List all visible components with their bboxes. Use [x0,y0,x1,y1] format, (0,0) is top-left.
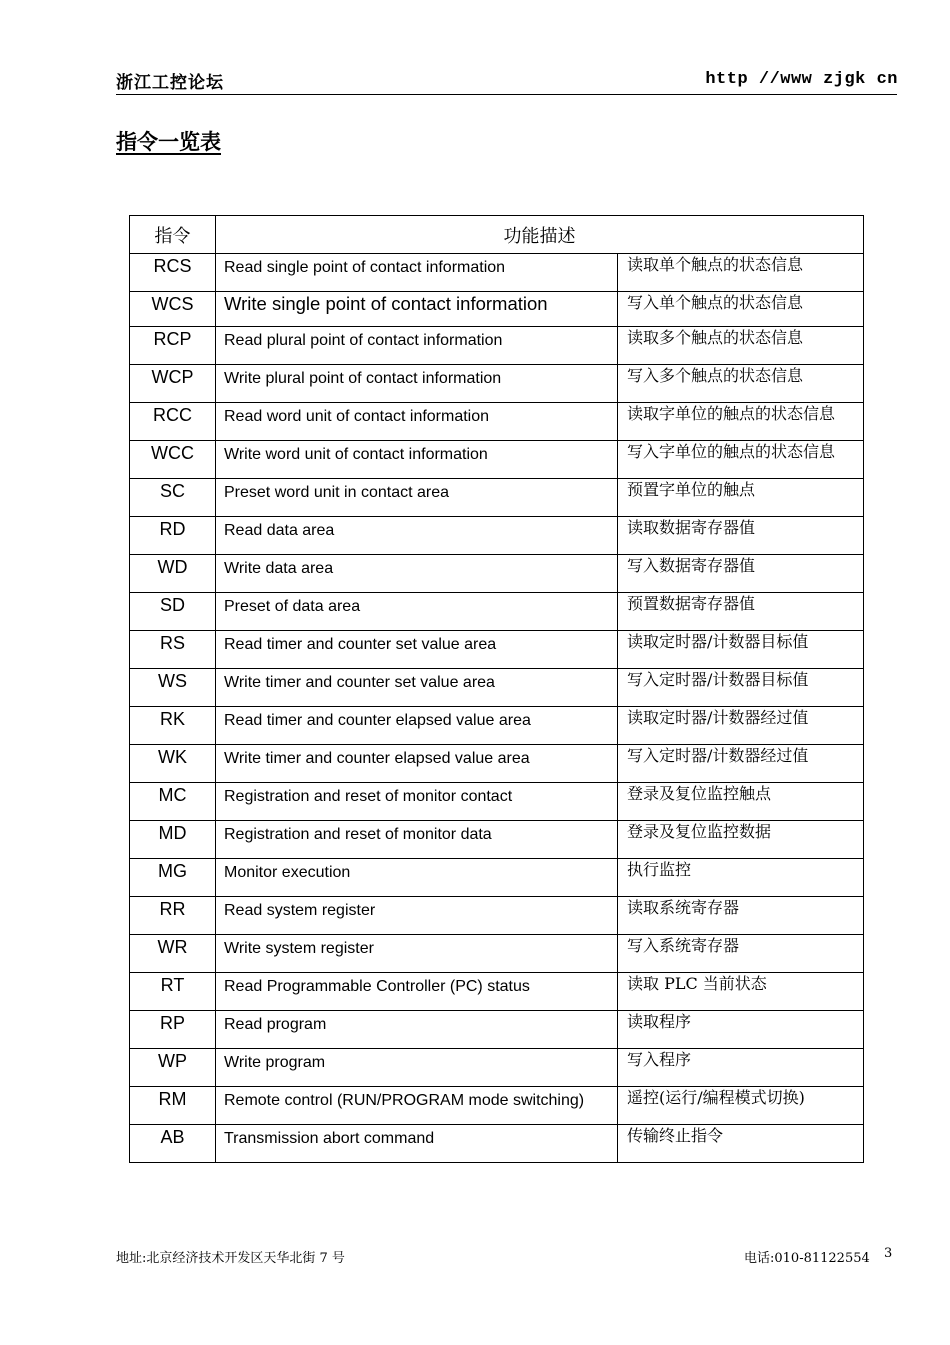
description-en-cell: Write data area [216,555,618,593]
description-en-cell: Write program [216,1049,618,1087]
description-en-cell: Transmission abort command [216,1125,618,1163]
description-zh-cell: 登录及复位监控触点 [618,783,864,821]
command-code-cell: WP [130,1049,216,1087]
description-zh-cell: 写入程序 [618,1049,864,1087]
description-zh-cell: 写入数据寄存器值 [618,555,864,593]
description-en-cell: Read timer and counter set value area [216,631,618,669]
description-zh-cell: 读取程序 [618,1011,864,1049]
description-zh-cell: 执行监控 [618,859,864,897]
header-divider [116,94,897,95]
description-en-cell: Preset of data area [216,593,618,631]
table-body [130,254,864,1163]
table-row [130,327,864,365]
description-en-cell: Monitor execution [216,859,618,897]
command-code-cell: RT [130,973,216,1011]
header-command: 指令 [130,216,216,254]
description-zh-cell: 写入定时器/计数器经过值 [618,745,864,783]
table-row [130,707,864,745]
description-en-cell: Read data area [216,517,618,555]
description-zh-cell: 读取字单位的触点的状态信息 [618,403,864,441]
command-code-cell: MG [130,859,216,897]
page-title: 指令一览表 [116,129,221,154]
command-code-cell: RP [130,1011,216,1049]
table-row [130,517,864,555]
description-en-cell: Write single point of contact information [216,292,618,327]
table-row [130,403,864,441]
command-code-cell: AB [130,1125,216,1163]
command-code-cell: RCC [130,403,216,441]
command-code-cell: RM [130,1087,216,1125]
table-row [130,859,864,897]
description-en-cell: Registration and reset of monitor contact [216,783,618,821]
command-code-cell: SD [130,593,216,631]
header-site-name: 浙江工控论坛 [116,73,224,93]
description-en-cell: Write timer and counter set value area [216,669,618,707]
description-en-cell: Read Programmable Controller (PC) status [216,973,618,1011]
table-row [130,669,864,707]
description-en-cell: Write system register [216,935,618,973]
table-row [130,631,864,669]
table-row [130,593,864,631]
command-code-cell: MD [130,821,216,859]
description-en-cell: Write timer and counter elapsed value area [216,745,618,783]
command-code-cell: RS [130,631,216,669]
description-en-cell: Remote control (RUN/PROGRAM mode switching) [216,1087,618,1125]
command-code-cell: SC [130,479,216,517]
table-row [130,897,864,935]
table-row [130,1125,864,1163]
description-en-cell: Read single point of contact information [216,254,618,292]
table-row [130,555,864,593]
description-en-cell: Read program [216,1011,618,1049]
header-url: http //www zjgk cn [705,70,898,89]
description-zh-cell: 写入定时器/计数器目标值 [618,669,864,707]
table-row [130,821,864,859]
description-en-cell: Read word unit of contact information [216,403,618,441]
description-zh-cell: 读取定时器/计数器目标值 [618,631,864,669]
description-zh-cell: 遥控(运行/编程模式切换) [618,1087,864,1125]
description-en-cell: Registration and reset of monitor data [216,821,618,859]
description-zh-cell: 写入字单位的触点的状态信息 [618,441,864,479]
table-row [130,1049,864,1087]
command-code-cell: WCS [130,292,216,327]
command-code-cell: RD [130,517,216,555]
table-row [130,1011,864,1049]
description-en-cell: Read system register [216,897,618,935]
command-code-cell: WCP [130,365,216,403]
command-table [129,215,864,1163]
description-zh-cell: 读取系统寄存器 [618,897,864,935]
table-row [130,441,864,479]
table-row [130,479,864,517]
description-en-cell: Write plural point of contact information [216,365,618,403]
command-code-cell: RCS [130,254,216,292]
command-code-cell: WR [130,935,216,973]
table-row [130,292,864,327]
description-zh-cell: 传输终止指令 [618,1125,864,1163]
description-en-cell: Write word unit of contact information [216,441,618,479]
description-zh-cell: 读取定时器/计数器经过值 [618,707,864,745]
description-zh-cell: 写入系统寄存器 [618,935,864,973]
description-zh-cell: 预置字单位的触点 [618,479,864,517]
command-code-cell: RCP [130,327,216,365]
description-zh-cell: 登录及复位监控数据 [618,821,864,859]
footer-address: 地址:北京经济技术开发区天华北街 7 号 [116,1251,345,1266]
description-en-cell: Read timer and counter elapsed value area [216,707,618,745]
description-zh-cell: 读取多个触点的状态信息 [618,327,864,365]
table-row [130,365,864,403]
table-header-row [130,216,864,254]
description-zh-cell: 读取单个触点的状态信息 [618,254,864,292]
table-row [130,1087,864,1125]
footer-phone: 电话:010-81122554 [744,1251,870,1266]
command-code-cell: RR [130,897,216,935]
table-row [130,745,864,783]
header-function-description: 功能描述 [216,216,864,254]
table-row [130,783,864,821]
command-code-cell: WK [130,745,216,783]
description-zh-cell: 读取数据寄存器值 [618,517,864,555]
description-zh-cell: 读取 PLC 当前状态 [618,973,864,1011]
command-code-cell: MC [130,783,216,821]
table-row [130,935,864,973]
table-row [130,973,864,1011]
command-code-cell: WS [130,669,216,707]
description-en-cell: Read plural point of contact information [216,327,618,365]
description-zh-cell: 写入多个触点的状态信息 [618,365,864,403]
command-code-cell: WCC [130,441,216,479]
description-zh-cell: 写入单个触点的状态信息 [618,292,864,327]
table-row [130,254,864,292]
page-number: 3 [884,1246,893,1261]
command-code-cell: WD [130,555,216,593]
command-code-cell: RK [130,707,216,745]
description-zh-cell: 预置数据寄存器值 [618,593,864,631]
description-en-cell: Preset word unit in contact area [216,479,618,517]
